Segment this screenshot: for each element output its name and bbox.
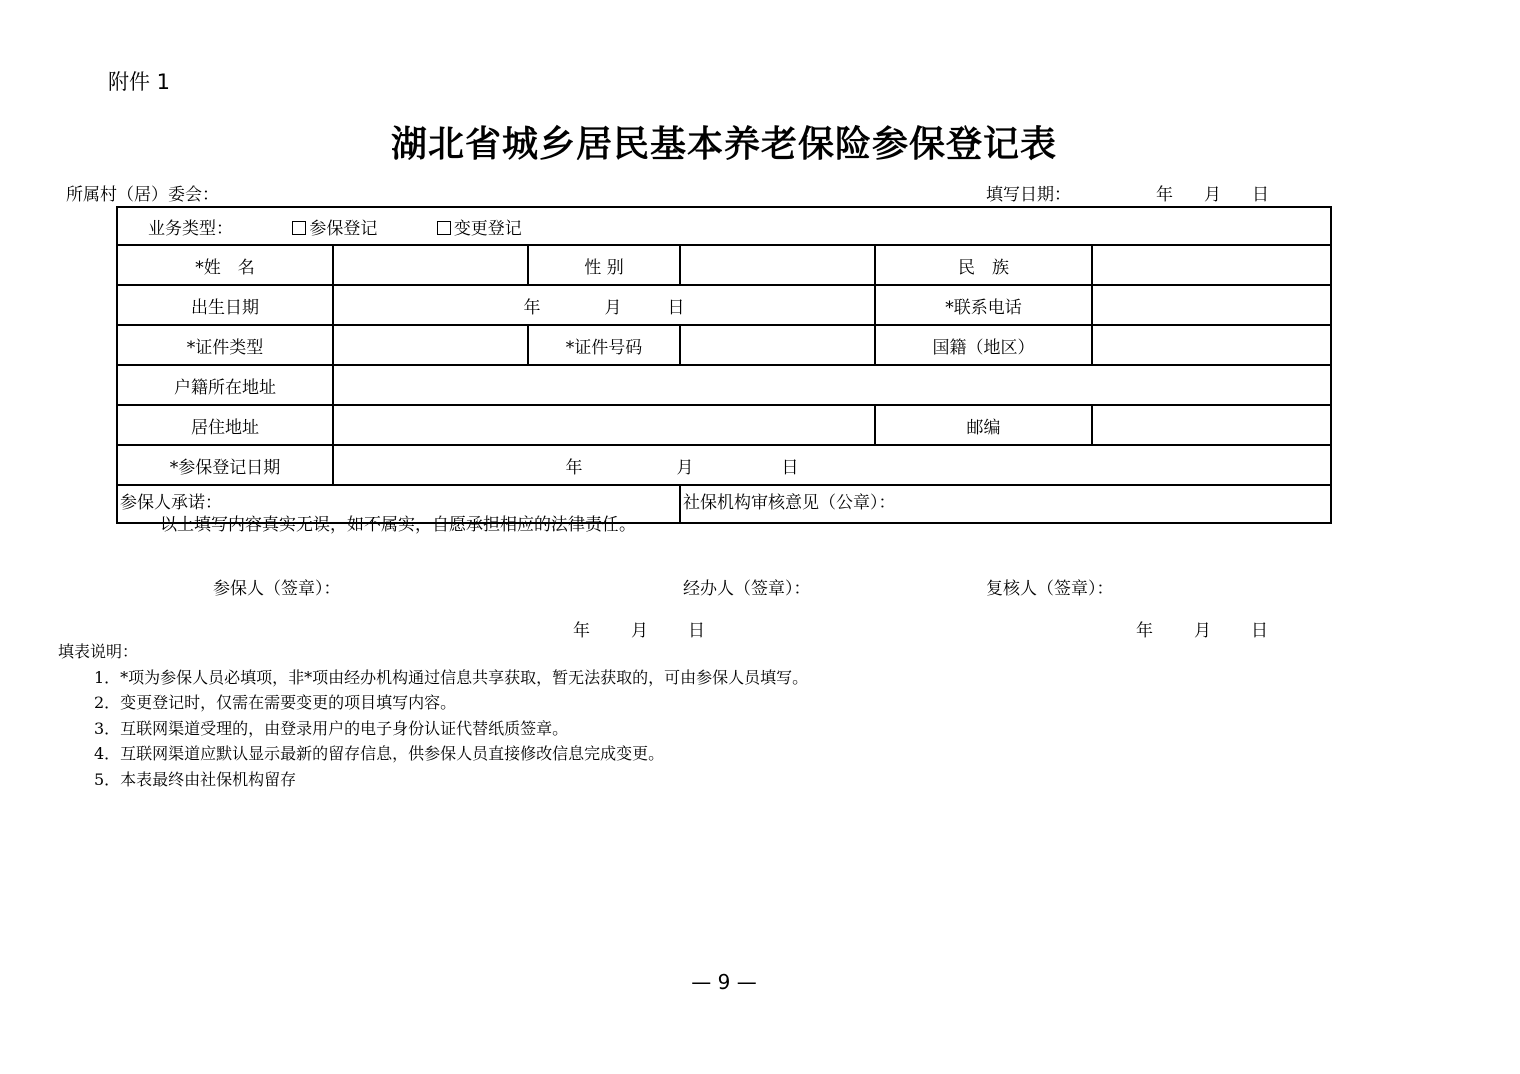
- note-item: 1．*项为参保人员必填项，非*项由经办机构通过信息共享获取，暂无法获取的，可由参保人员填写。: [94, 667, 809, 687]
- insured-sign-label: 参保人（签章）：: [213, 579, 341, 599]
- handler-label: 经办人（签章）：: [683, 579, 811, 599]
- birth-date-field[interactable]: [333, 285, 875, 325]
- nationality-field[interactable]: [1092, 325, 1331, 365]
- review-cell: [680, 485, 1331, 641]
- form-title: 湖北省城乡居民基本养老保险参保登记表: [390, 123, 1057, 165]
- register-option[interactable]: [292, 214, 377, 239]
- insured-year: 年: [565, 457, 583, 478]
- id-type-field[interactable]: [333, 325, 528, 365]
- id-number-label: *证件号码: [528, 325, 680, 365]
- checkbox-icon[interactable]: [437, 221, 451, 235]
- signature-row: [117, 485, 1331, 523]
- id-type-label: *证件类型: [117, 325, 333, 365]
- birth-year: 年: [523, 297, 541, 318]
- checkbox-icon[interactable]: [292, 221, 306, 235]
- birth-month: 月: [604, 297, 622, 318]
- name-field[interactable]: [333, 245, 528, 285]
- name-row: [117, 245, 1331, 285]
- review-month: 月: [1194, 621, 1211, 641]
- reviewer-label: 复核人（签章）：: [986, 579, 1114, 599]
- review-label: 社保机构审核意见（公章）：: [683, 493, 896, 513]
- residence-row: [117, 405, 1331, 445]
- note-item: 4．互联网渠道应默认显示最新的留存信息，供参保人员直接修改信息完成变更。: [94, 744, 665, 763]
- committee-label: 所属村（居）委会：: [66, 185, 219, 205]
- change-option[interactable]: [437, 214, 522, 239]
- insured-date-row: [117, 445, 1331, 485]
- gender-field[interactable]: [680, 245, 875, 285]
- pledge-cell: [117, 485, 705, 641]
- ethnicity-field[interactable]: [1092, 245, 1331, 285]
- registration-form: [116, 206, 1332, 641]
- phone-field[interactable]: [1092, 285, 1331, 325]
- notes-heading: 填表说明：: [58, 642, 139, 661]
- fill-date-day: 日: [1252, 185, 1269, 205]
- postcode-field[interactable]: [1092, 405, 1331, 445]
- birth-date-label: 出生日期: [117, 285, 333, 325]
- note-item: 5．本表最终由社保机构留存: [94, 769, 297, 789]
- insured-date-label: *参保登记日期: [117, 445, 333, 485]
- pledge-label: 参保人承诺：: [120, 493, 222, 513]
- pledge-month: 月: [631, 621, 648, 641]
- review-year: 年: [1136, 621, 1153, 641]
- note-item: 2．变更登记时，仅需在需要变更的项目填写内容。: [94, 693, 457, 712]
- note-item: 3．互联网渠道受理的，由登录用户的电子身份认证代替纸质签章。: [94, 718, 569, 738]
- residence-address-field[interactable]: [333, 405, 875, 445]
- household-address-row: [117, 365, 1331, 405]
- business-type-row: [117, 207, 1331, 245]
- fill-date-month: 月: [1204, 185, 1221, 205]
- birth-day: 日: [667, 297, 685, 318]
- ethnicity-label: 民 族: [875, 245, 1092, 285]
- id-row: [117, 325, 1331, 365]
- page-number: — 9 —: [691, 970, 757, 994]
- fill-notes: [58, 639, 808, 792]
- insured-month: 月: [676, 457, 694, 478]
- fill-date-label: 填写日期：: [986, 185, 1071, 205]
- name-label: *姓 名: [117, 245, 333, 285]
- business-type-cell: [117, 207, 1331, 245]
- phone-label: *联系电话: [875, 285, 1092, 325]
- change-option-label: 变更登记: [453, 218, 522, 239]
- pledge-day: 日: [688, 621, 705, 641]
- postcode-label: 邮编: [875, 405, 1092, 445]
- pledge-year: 年: [573, 621, 590, 641]
- residence-address-label: 居住地址: [117, 405, 333, 445]
- review-day: 日: [1251, 621, 1268, 641]
- attachment-label: 附件 1: [108, 70, 171, 94]
- register-option-label: 参保登记: [309, 218, 378, 239]
- id-number-field[interactable]: [680, 325, 875, 365]
- fill-date-year: 年: [1156, 185, 1173, 205]
- gender-label: 性 别: [528, 245, 680, 285]
- birth-row: [117, 285, 1331, 325]
- insured-day: 日: [781, 457, 799, 478]
- pledge-text: 以上填写内容真实无误，如不属实，自愿承担相应的法律责任。: [160, 515, 636, 535]
- nationality-label: 国籍（地区）: [875, 325, 1092, 365]
- notes-list: [58, 665, 808, 793]
- household-address-field[interactable]: [333, 365, 1331, 405]
- household-address-label: 户籍所在地址: [117, 365, 333, 405]
- business-type-label: 业务类型：: [148, 218, 233, 239]
- insured-date-field[interactable]: [333, 445, 1331, 485]
